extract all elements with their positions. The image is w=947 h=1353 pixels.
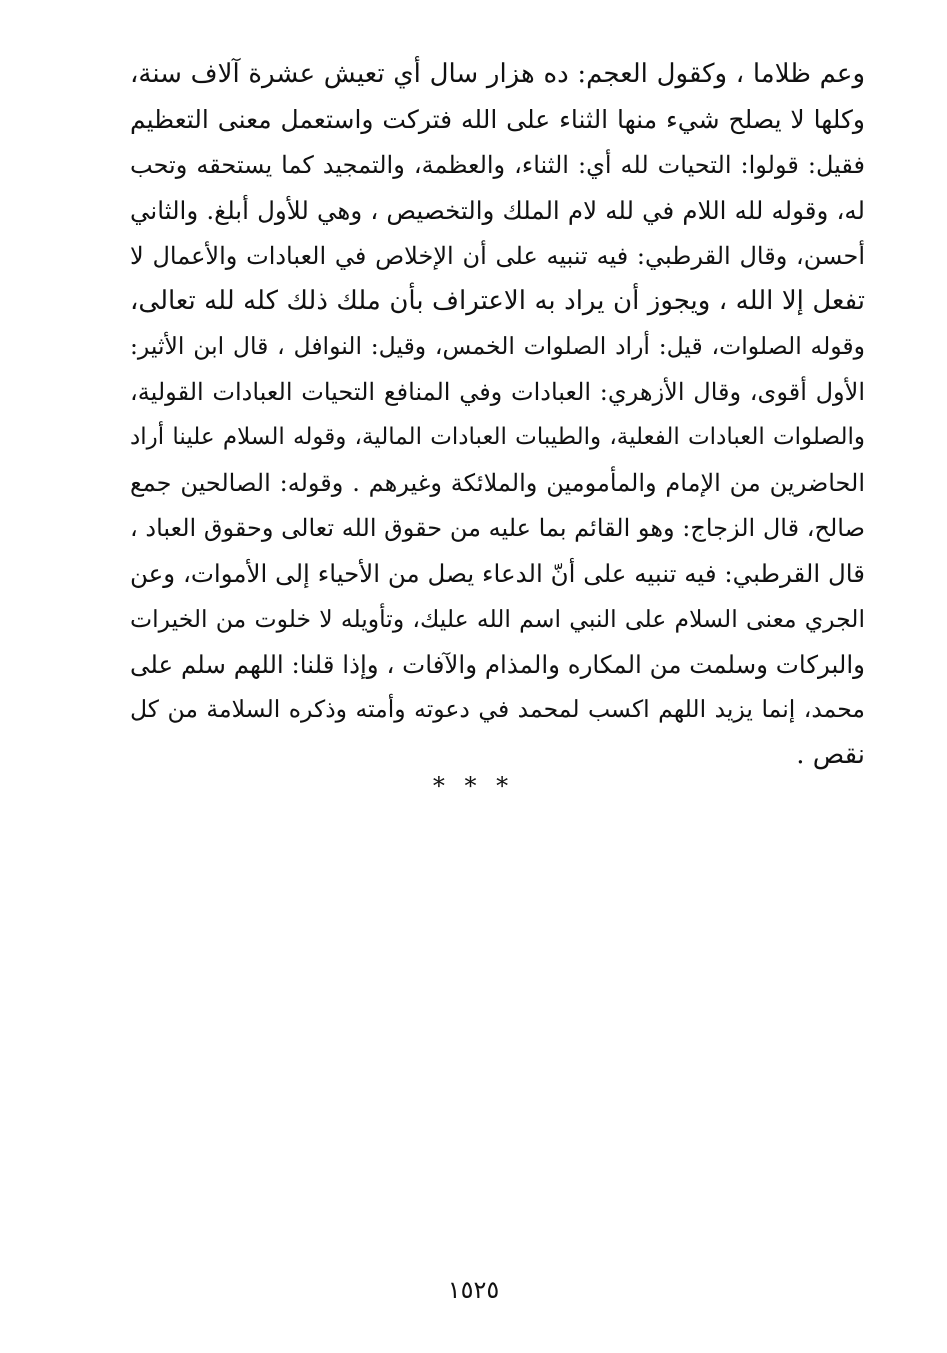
- text-line: فقيل: قولوا: التحيات لله أي: الثناء، والعظمة، والتمجيد كما يستحقه وتحب: [130, 150, 865, 179]
- text-line: قال القرطبي: فيه تنبيه على أنّ الدعاء يصل من الأحياء إلى الأموات، وعن: [130, 559, 865, 589]
- text-line: وعم ظلاما ، وكقول العجم: ده هزار سال أي تعيش عشرة آلاف سنة،: [130, 59, 865, 89]
- text-line: وكلها لا يصلح شيء منها الثناء على الله فتركت واستعمل معنى التعظيم: [130, 105, 865, 135]
- text-line: وقوله الصلوات، قيل: أراد الصلوات الخمس، وقيل: النوافل ، قال ابن الأثير:: [130, 332, 865, 361]
- text-line: محمد، إنما يزيد اللهم اكسب لمحمد في دعوته وأمته وذكره السلامة من كل: [130, 695, 865, 724]
- body-text: [130, 52, 865, 778]
- text-line: صالح، قال الزجاج: وهو القائم بما عليه من حقوق الله تعالى وحقوق العباد ،: [130, 513, 865, 542]
- text-line: والبركات وسلمت من المكاره والمذام والآفات ، وإذا قلنا: اللهم سلم على: [130, 650, 865, 680]
- text-line-final: نقص .: [796, 739, 865, 770]
- text-line: الجري معنى السلام على النبي اسم الله عليك، وتأويله لا خلوت من الخيرات: [130, 604, 865, 633]
- text-line: له، وقوله لله اللام في لله لام الملك والتخصيص ، وهي للأول أبلغ. والثاني: [130, 196, 865, 226]
- section-separator: * * *: [432, 772, 515, 800]
- text-line: أحسن، وقال القرطبي: فيه تنبيه على أن الإخلاص في العبادات والأعمال لا: [130, 241, 865, 270]
- page-number: ١٥٢٥: [447, 1276, 500, 1304]
- text-line: الأول أقوى، وقال الأزهري: العبادات وفي المنافع التحيات العبادات القولية،: [130, 377, 865, 406]
- text-line: الحاضرين من الإمام والمأمومين والملائكة وغيرهم . وقوله: الصالحين جمع: [130, 468, 865, 497]
- text-line: والصلوات العبادات الفعلية، والطيبات العبادات المالية، وقوله السلام علينا أراد: [130, 424, 865, 451]
- text-line: تفعل إلا الله ، ويجوز أن يراد به الاعتراف بأن ملك ذلك كله لله تعالى،: [130, 285, 865, 316]
